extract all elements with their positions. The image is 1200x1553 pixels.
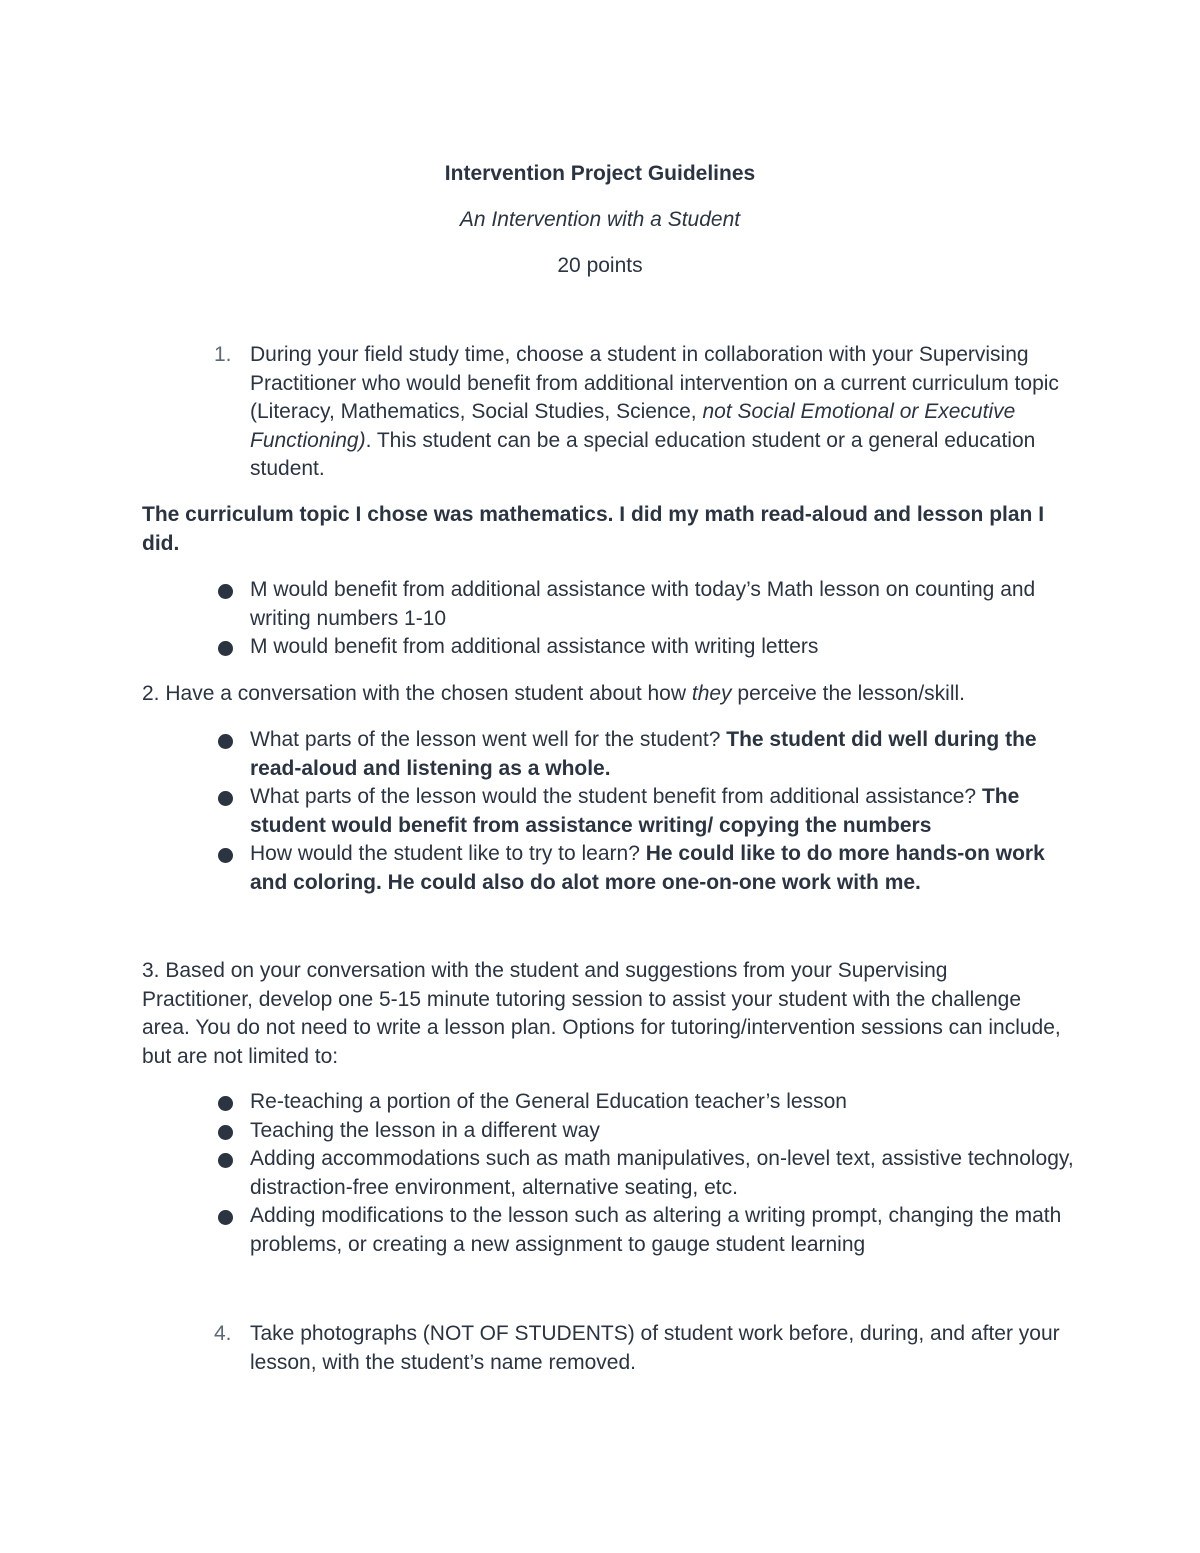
- answer-1-text: The curriculum topic I chose was mathematics. I did my math read-aloud and lesson plan I did.: [142, 503, 1045, 555]
- bullet-list-3: [0, 1088, 1080, 1259]
- bullet-list-1: [0, 576, 1080, 662]
- item-1-number: 1.: [214, 343, 232, 366]
- answer-text: He could like to do more hands-on work and coloring. He could also do alot more one-on-one work with me.: [250, 842, 1045, 894]
- bullet-icon: [218, 791, 233, 806]
- list-item: [0, 1088, 1080, 1117]
- question-text: What parts of the lesson would the student benefit from additional assistance?: [250, 785, 982, 808]
- bullet-icon: [218, 1210, 233, 1225]
- item-1-text-part: . This student can be a special education student or a general education student.: [250, 428, 1036, 480]
- item-4-number: 4.: [214, 1322, 232, 1345]
- question-text: What parts of the lesson went well for the student?: [250, 728, 727, 751]
- item-1-text: [250, 341, 1070, 484]
- document-subtitle: An Intervention with a Student: [459, 208, 741, 231]
- document-title: Intervention Project Guidelines: [444, 162, 756, 185]
- item-2-text: [142, 680, 1062, 709]
- item-1-text-italic: not Social Emotional or Executive Functioning): [250, 400, 1016, 452]
- list-item: [0, 1145, 1080, 1202]
- bullet-icon: [218, 1153, 233, 1168]
- list-item-text: Teaching the lesson in a different way: [250, 1118, 600, 1142]
- points-value: 20 points: [557, 254, 643, 277]
- bullet-icon: [218, 1096, 233, 1111]
- list-item-text: M would benefit from additional assistance with today’s Math lesson on counting and writing numbers 1-10: [250, 578, 1036, 630]
- answer-text: The student did well during the read-aloud and listening as a whole.: [250, 728, 1037, 780]
- answer-1: [142, 501, 1062, 558]
- list-item: [0, 633, 1080, 662]
- bullet-list-2: [0, 726, 1080, 897]
- bullet-icon: [218, 584, 233, 599]
- list-item: [0, 576, 1080, 633]
- answer-text: The student would benefit from assistance writing/ copying the numbers: [250, 785, 1020, 837]
- list-item-text: Re-teaching a portion of the General Education teacher’s lesson: [250, 1090, 847, 1113]
- bullet-icon: [218, 1125, 233, 1140]
- list-item-text: M would benefit from additional assistance with writing letters: [250, 635, 819, 658]
- list-item: [0, 783, 1080, 840]
- list-item: [0, 840, 1080, 897]
- item-1-text-part: During your field study time, choose a student in collaboration with your Supervising Practitioner who would benefit from additional intervention on a current curriculum topic (Literacy, Mathematics, Social Studies, Science,: [250, 343, 1059, 423]
- item-2-text-part: 2. Have a conversation with the chosen student about how: [142, 682, 692, 705]
- list-item-text: Adding accommodations such as math manipulatives, on-level text, assistive technology, distraction-free environment, alternative seating, etc.: [250, 1147, 1074, 1199]
- item-2-text-part: perceive the lesson/skill.: [731, 682, 966, 705]
- list-item: [0, 726, 1080, 783]
- item-3-text: 3. Based on your conversation with the student and suggestions from your Supervising Practitioner, develop one 5-15 minute tutoring session to assist your student with the challenge area. You do not need to write a lesson plan. Options for tutoring/intervention sessions can include, but are not limited to:: [142, 959, 1061, 1068]
- bullet-icon: [218, 641, 233, 656]
- item-4-text: Take photographs (NOT OF STUDENTS) of student work before, during, and after your lesson, with the student’s name removed.: [250, 1322, 1060, 1374]
- question-text: How would the student like to try to learn?: [250, 842, 646, 865]
- list-item-text: Adding modifications to the lesson such as altering a writing prompt, changing the math problems, or creating a new assignment to gauge student learning: [250, 1204, 1062, 1256]
- list-item: [0, 1117, 1080, 1146]
- bullet-icon: [218, 848, 233, 863]
- item-2-text-italic: they: [691, 682, 732, 705]
- bullet-icon: [218, 734, 233, 749]
- list-item: [0, 1202, 1080, 1259]
